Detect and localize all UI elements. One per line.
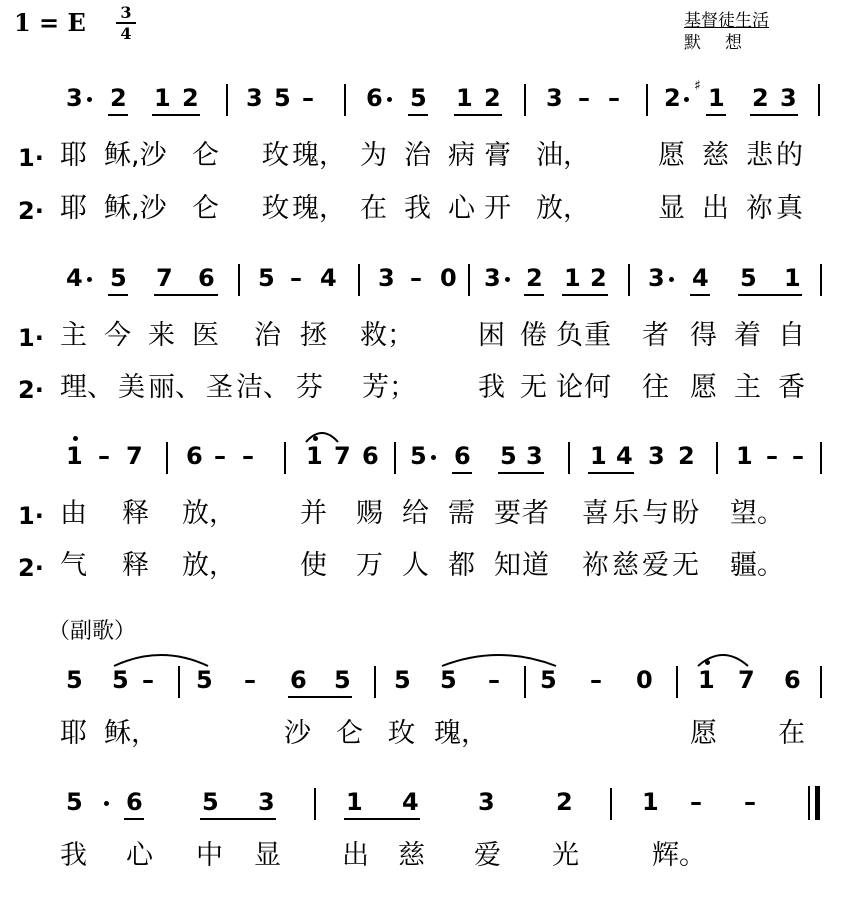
note: 6 [366,84,383,112]
lyric: 释 [122,550,149,581]
time-signature-bottom: 4 [120,24,132,43]
final-barline-thick [815,786,820,820]
barline [568,442,570,474]
note: 4 [66,264,83,292]
lyric: 并 [300,498,327,529]
note: 5 [410,442,427,470]
lyric: 出 [702,193,729,224]
high-octave-dot [313,436,318,441]
note: 7 [126,442,143,470]
lyric: 乐 [612,498,639,529]
barline [314,788,316,820]
note: 6 [362,442,379,470]
barline [178,666,180,698]
verse-number: 2· [18,197,44,225]
note: 3 [66,84,83,112]
note: 0 [636,666,653,694]
lyrics-row-4 [0,718,844,758]
barline [820,666,822,698]
lyric: 愿 [658,140,685,171]
lyric: 主 [60,320,87,351]
note: 3 [484,264,501,292]
barline [344,84,346,116]
sharp-icon: ♯ [694,78,701,94]
note: 5 [394,666,411,694]
lyric: 我 [404,193,431,224]
lyric: 愿 [690,372,717,403]
lyric: 慈 [702,140,729,171]
lyrics-row-1-verse-2 [0,193,844,233]
lyric: 芬 [296,372,323,403]
dot-mark [431,455,436,460]
dot-mark [684,97,689,102]
underline [454,114,502,116]
underline [152,114,200,116]
note: 3 [648,442,665,470]
dot-mark [505,277,510,282]
barline [820,264,822,296]
high-octave-dot [705,660,710,665]
lyric: 耶 [60,140,87,171]
lyric: 无 [520,372,547,403]
lyric: 气 [60,550,87,581]
lyrics-row-2-verse-1 [0,320,844,360]
note: 1 [564,264,581,292]
lyric: 由 [60,498,87,529]
lyric: 悲 [746,140,773,171]
lyric: 慈 [612,550,639,581]
note: 1 [456,84,473,112]
note: 1 [698,666,715,694]
underline [750,114,798,116]
lyric: 心 [448,193,475,224]
lyric: 疆。 [730,550,784,581]
note: 2 [664,84,681,112]
note: 6 [784,666,801,694]
dash: – [792,442,804,470]
barline [610,788,612,820]
barline [820,442,822,474]
note: 1 [784,264,801,292]
lyric: 得 [690,320,717,351]
lyric: 出 [342,840,369,871]
lyric: 需 [448,498,475,529]
lyric: 仑 [336,718,363,749]
note: 1 [346,788,363,816]
lyric: 何 [584,372,611,403]
note: 1 [708,84,725,112]
note: 6 [186,442,203,470]
note: 2 [182,84,199,112]
lyric: 放， [182,498,236,529]
underline [200,818,276,820]
underline [498,472,544,474]
dash: – [290,264,302,292]
dash: – [214,442,226,470]
dot-mark [104,801,109,806]
lyric: 我 [60,840,87,871]
dot-mark [87,277,92,282]
underline [108,294,128,296]
barline [818,84,820,116]
lyric: 治 [404,140,431,171]
note: 3 [258,788,275,816]
lyric: 瑰， [434,718,488,749]
lyric: 稣， [104,718,158,749]
note: 3 [780,84,797,112]
lyrics-row-1-verse-1 [0,140,844,180]
note: 5 [66,788,83,816]
lyric: 无 [672,550,699,581]
key-signature: 1 = E [14,8,86,37]
verse-number: 2· [18,554,44,582]
underline [408,114,428,116]
underline [738,294,802,296]
note: 7 [334,442,351,470]
lyric: 重 [584,320,611,351]
note: 1 [642,788,659,816]
lyric: 者 [522,498,549,529]
note: 2 [484,84,501,112]
lyric: 辉。 [652,840,706,871]
verse-number: 1· [18,144,44,172]
dash: – [578,84,590,112]
lyrics-row-3-verse-1 [0,498,844,538]
lyric: 医 [192,320,219,351]
lyrics-row-2-verse-2 [0,372,844,412]
barline [524,666,526,698]
dash: – [690,788,702,816]
lyric: 人 [402,550,429,581]
lyric: 要 [494,498,521,529]
barline [374,666,376,698]
note: 2 [526,264,543,292]
note: 6 [126,788,143,816]
note: 3 [648,264,665,292]
lyric: 显 [658,193,685,224]
note: 2 [556,788,573,816]
underline [690,294,710,296]
dash: – [244,666,256,694]
lyric: 赐 [356,498,383,529]
lyric: 愿 [690,718,717,749]
lyric: 圣 [206,372,233,403]
lyric: 给 [402,498,429,529]
note: 1 [306,442,323,470]
note: 5 [740,264,757,292]
lyrics-row-3-verse-2 [0,550,844,590]
dash: – [766,442,778,470]
verse-number: 2· [18,376,44,404]
lyric: 洁、 [236,372,290,403]
underline [524,294,544,296]
dash: – [590,666,602,694]
lyric: 治 [254,320,281,351]
dash: – [608,84,620,112]
note: 6 [454,442,471,470]
note: 4 [402,788,419,816]
barline [646,84,648,116]
barline [716,442,718,474]
lyric: 爱 [474,840,501,871]
note: 5 [196,666,213,694]
note: 2 [678,442,695,470]
note: 2 [590,264,607,292]
lyric: 都 [448,550,475,581]
dot-mark [387,97,392,102]
chorus-label: （副歌） [48,619,137,644]
lyric: 喜 [582,498,609,529]
music-row-5 [0,788,844,828]
lyric: 病 [448,140,475,171]
credit-source: 基督徒生活 [684,11,769,31]
lyric: 万 [356,550,383,581]
lyric: 往 [642,372,669,403]
lyric: 理、 [60,372,114,403]
note: 5 [500,442,517,470]
lyric: 倦 [520,320,547,351]
note: 5 [274,84,291,112]
lyric: 仑 [192,193,219,224]
underline [124,818,144,820]
lyric: 我 [478,372,505,403]
high-octave-dot [73,436,78,441]
note: 1 [66,442,83,470]
lyric: 中 [196,840,223,871]
note: 3 [246,84,263,112]
lyric: 困 [478,320,505,351]
lyric: 丽、 [148,372,202,403]
lyric: 瑰， [292,193,346,224]
music-row-3 [0,442,844,482]
music-row-2 [0,264,844,304]
note: 0 [440,264,457,292]
note: 5 [410,84,427,112]
lyrics-row-5 [0,840,844,880]
music-row-4 [0,666,844,706]
underline [562,294,608,296]
note: 7 [156,264,173,292]
note: 4 [616,442,633,470]
final-barline-thin [808,786,810,820]
note: 1 [590,442,607,470]
note: 4 [320,264,337,292]
barline [226,84,228,116]
lyric: 香 [778,372,805,403]
lyric: 知 [494,550,521,581]
lyric: 爱 [642,550,669,581]
lyric: 祢 [582,550,609,581]
lyric: 望。 [730,498,784,529]
lyric: 放， [536,193,590,224]
note: 2 [110,84,127,112]
lyric: 论 [556,372,583,403]
underline [588,472,634,474]
lyric: 释 [122,498,149,529]
lyric: 玫 [388,718,415,749]
note: 5 [112,666,129,694]
note: 5 [540,666,557,694]
lyric: 稣,沙 [104,193,167,224]
barline [628,264,630,296]
dash: – [410,264,422,292]
barline [284,442,286,474]
verse-number: 1· [18,502,44,530]
lyric: 拯 [300,320,327,351]
dash: – [302,84,314,112]
note: 1 [736,442,753,470]
time-signature-top: 3 [120,3,132,22]
note: 2 [752,84,769,112]
lyric: 放， [182,550,236,581]
barline [358,264,360,296]
note: 4 [692,264,709,292]
lyric: 美 [118,372,145,403]
barline [676,666,678,698]
lyric: 主 [734,372,761,403]
lyric: 沙 [284,718,311,749]
note: 5 [258,264,275,292]
note: 3 [546,84,563,112]
lyric: 祢 [746,193,773,224]
underline [344,818,420,820]
lyric: 稣,沙 [104,140,167,171]
note: 5 [110,264,127,292]
lyric: 负 [556,320,583,351]
note: 5 [202,788,219,816]
dot-mark [669,277,674,282]
lyric: 为 [360,140,387,171]
dash: – [142,666,154,694]
lyric: 光 [552,840,579,871]
time-signature [116,4,136,42]
underline [154,294,218,296]
music-row-1 [0,78,844,124]
lyric: 与 [642,498,669,529]
note: 3 [526,442,543,470]
note: 6 [198,264,215,292]
lyric: 耶 [60,718,87,749]
lyric: 芳； [362,372,416,403]
lyric: 道 [522,550,549,581]
lyric: 耶 [60,193,87,224]
dot-mark [87,97,92,102]
note: 1 [154,84,171,112]
lyric: 来 [148,320,175,351]
lyric: 着 [734,320,761,351]
lyric: 自 [778,320,805,351]
lyric: 使 [300,550,327,581]
lyric: 者 [642,320,669,351]
lyric: 仑 [192,140,219,171]
lyric: 玫 [262,193,289,224]
note: 5 [440,666,457,694]
note: 3 [378,264,395,292]
barline [238,264,240,296]
verse-number: 1· [18,324,44,352]
underline [706,114,726,116]
note: 3 [478,788,495,816]
lyric: 救； [360,320,414,351]
note: 7 [738,666,755,694]
underline [452,472,472,474]
lyric: 盼 [672,498,699,529]
barline [394,442,396,474]
lyric: 在 [778,718,805,749]
lyric: 瑰， [292,140,346,171]
lyric: 玫 [262,140,289,171]
note: 5 [66,666,83,694]
lyric: 的 [776,140,803,171]
lyric: 油， [536,140,590,171]
lyric: 开 [484,193,511,224]
note: 5 [334,666,351,694]
dash: – [488,666,500,694]
note: 6 [290,666,307,694]
lyric: 真 [776,193,803,224]
credit-method: 默想 [684,33,766,53]
barline [524,84,526,116]
barline [468,264,470,296]
underline [288,696,352,698]
dash: – [744,788,756,816]
dash: – [242,442,254,470]
dash: – [98,442,110,470]
lyric: 膏 [484,140,511,171]
lyric: 显 [254,840,281,871]
lyric: 心 [126,840,153,871]
barline [166,442,168,474]
lyric: 在 [360,193,387,224]
underline [108,114,128,116]
lyric: 今 [104,320,131,351]
lyric: 慈 [398,840,425,871]
